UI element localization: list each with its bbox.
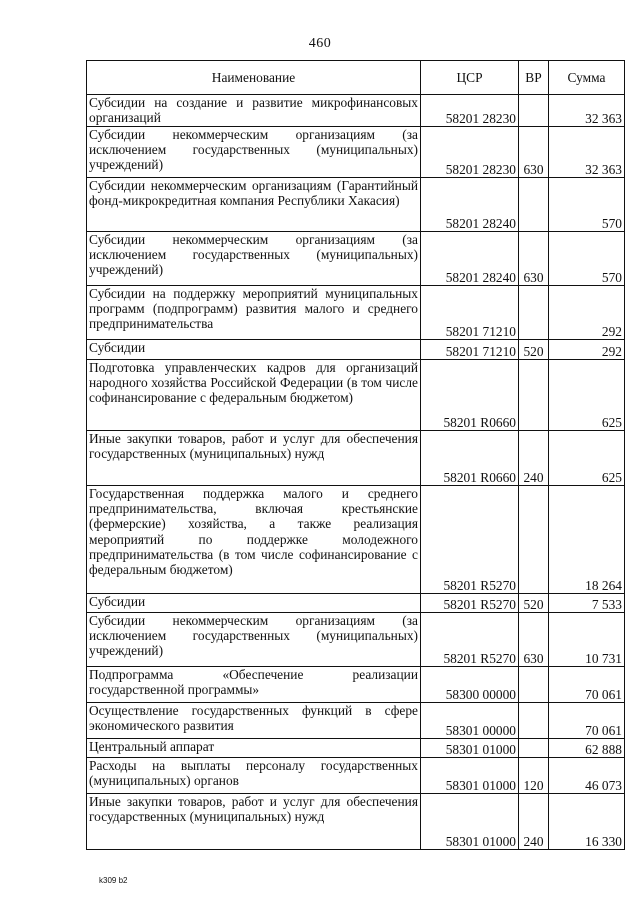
table-row — [87, 340, 625, 360]
row-csr: 58201 28230 — [421, 127, 519, 178]
row-vr: 630 — [519, 613, 549, 667]
row-vr — [519, 178, 549, 232]
row-vr: 520 — [519, 340, 549, 360]
row-sum: 570 — [549, 232, 625, 286]
row-vr — [519, 95, 549, 127]
row-sum: 70 061 — [549, 667, 625, 703]
row-csr: 58201 28240 — [421, 232, 519, 286]
row-name: Субсидии — [87, 594, 421, 613]
table-row — [87, 739, 625, 758]
row-name: Осуществление государственных функций в сфере экономического развития — [87, 703, 421, 739]
row-vr — [519, 739, 549, 758]
row-vr: 520 — [519, 594, 549, 613]
row-csr: 58301 01000 — [421, 758, 519, 794]
row-csr: 58301 00000 — [421, 703, 519, 739]
header-csr: ЦСР — [421, 61, 519, 95]
row-name: Субсидии некоммерческим организациям (Гарантийный фонд-микрокредитная компания Республики Хакасия) — [87, 178, 421, 232]
row-name: Субсидии на поддержку мероприятий муниципальных программ (подпрограмм) развития малого и среднего предпринимательства — [87, 286, 421, 340]
row-sum: 70 061 — [549, 703, 625, 739]
table-header-row — [87, 61, 625, 95]
row-name: Расходы на выплаты персоналу государственных (муниципальных) органов — [87, 758, 421, 794]
header-sum: Сумма — [549, 61, 625, 95]
row-name: Центральный аппарат — [87, 739, 421, 758]
footer-code: k309 b2 — [99, 876, 128, 885]
row-sum: 62 888 — [549, 739, 625, 758]
row-sum: 18 264 — [549, 486, 625, 594]
row-sum: 32 363 — [549, 95, 625, 127]
row-sum: 292 — [549, 340, 625, 360]
row-csr: 58201 R5270 — [421, 486, 519, 594]
row-csr: 58201 R0660 — [421, 431, 519, 486]
row-csr: 58201 R5270 — [421, 613, 519, 667]
budget-table — [86, 60, 625, 850]
table-row — [87, 127, 625, 178]
header-vr: ВР — [519, 61, 549, 95]
table-row — [87, 486, 625, 594]
table-row — [87, 794, 625, 850]
row-sum: 625 — [549, 431, 625, 486]
row-name: Государственная поддержка малого и среднего предпринимательства, включая крестьянские (фермерские) хозяйства, а также реализация мероприятий по поддержке молодежного предпринимательства (в том числе софинансирование с федеральным бюджетом) — [87, 486, 421, 594]
row-name: Субсидии некоммерческим организациям (за исключением государственных (муниципальных) учреждений) — [87, 613, 421, 667]
row-sum: 46 073 — [549, 758, 625, 794]
row-csr: 58201 28240 — [421, 178, 519, 232]
table-row — [87, 360, 625, 431]
row-sum: 16 330 — [549, 794, 625, 850]
row-vr: 240 — [519, 431, 549, 486]
table-row — [87, 758, 625, 794]
table-row — [87, 594, 625, 613]
row-sum: 32 363 — [549, 127, 625, 178]
row-vr — [519, 286, 549, 340]
row-name: Подготовка управленческих кадров для организаций народного хозяйства Российской Федерации (в том числе софинансирование с федеральным бюджетом) — [87, 360, 421, 431]
row-vr: 630 — [519, 127, 549, 178]
table-row — [87, 431, 625, 486]
row-name: Субсидии — [87, 340, 421, 360]
row-csr: 58201 R5270 — [421, 594, 519, 613]
row-csr: 58301 01000 — [421, 794, 519, 850]
table-row — [87, 613, 625, 667]
row-name: Иные закупки товаров, работ и услуг для обеспечения государственных (муниципальных) нужд — [87, 794, 421, 850]
row-vr: 630 — [519, 232, 549, 286]
row-csr: 58201 R0660 — [421, 360, 519, 431]
row-sum: 625 — [549, 360, 625, 431]
row-sum: 7 533 — [549, 594, 625, 613]
row-csr: 58201 28230 — [421, 95, 519, 127]
row-name: Субсидии некоммерческим организациям (за исключением государственных (муниципальных) учреждений) — [87, 232, 421, 286]
table-row — [87, 286, 625, 340]
row-vr: 120 — [519, 758, 549, 794]
table-row — [87, 232, 625, 286]
page-number: 460 — [308, 36, 332, 51]
row-vr — [519, 486, 549, 594]
row-vr — [519, 703, 549, 739]
row-csr: 58301 01000 — [421, 739, 519, 758]
row-sum: 570 — [549, 178, 625, 232]
row-csr: 58300 00000 — [421, 667, 519, 703]
table-row — [87, 703, 625, 739]
row-sum: 10 731 — [549, 613, 625, 667]
row-vr: 240 — [519, 794, 549, 850]
row-sum: 292 — [549, 286, 625, 340]
table-row — [87, 667, 625, 703]
header-name: Наименование — [87, 61, 421, 95]
table-row — [87, 178, 625, 232]
row-vr — [519, 667, 549, 703]
row-name: Иные закупки товаров, работ и услуг для обеспечения государственных (муниципальных) нужд — [87, 431, 421, 486]
table-row — [87, 95, 625, 127]
row-name: Подпрограмма «Обеспечение реализации государственной программы» — [87, 667, 421, 703]
row-name: Субсидии на создание и развитие микрофинансовых организаций — [87, 95, 421, 127]
row-csr: 58201 71210 — [421, 340, 519, 360]
row-name: Субсидии некоммерческим организациям (за исключением государственных (муниципальных) учреждений) — [87, 127, 421, 178]
row-csr: 58201 71210 — [421, 286, 519, 340]
row-vr — [519, 360, 549, 431]
